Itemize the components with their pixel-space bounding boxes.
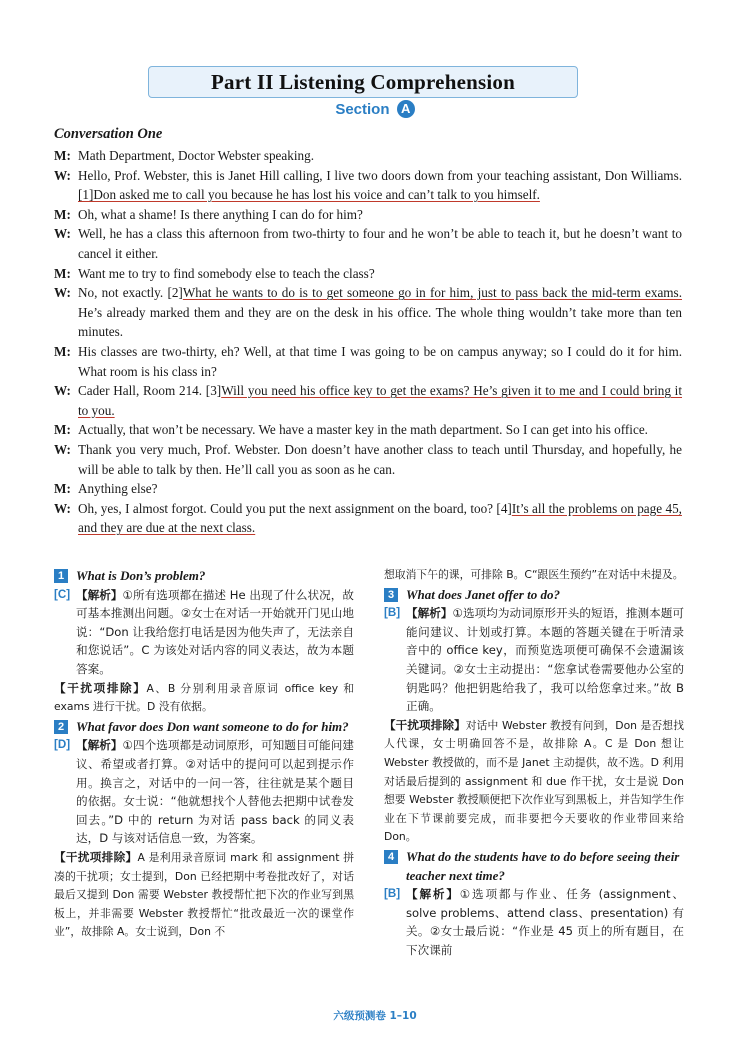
explanation-tag: 【解析】 xyxy=(76,738,123,753)
answer-clue-underlined: What he wants to do is to get someone go in for him, just to pass back the mid-term exams. xyxy=(182,285,682,301)
page-footer: 六级预测卷 1–10 xyxy=(333,1010,417,1022)
question-text: What do the students have to do before seeing their teacher next time? xyxy=(406,848,680,883)
question xyxy=(384,586,684,605)
utterance-text: Actually, that won’t be necessary. We have a master key in the math department. So I can get into his office. xyxy=(78,422,648,438)
distractor-tag: 【干扰项排除】 xyxy=(384,717,466,732)
section-heading xyxy=(0,100,750,118)
utterance-text: Want me to try to find somebody else to teach the class? xyxy=(78,265,375,281)
answer-key: [D] xyxy=(54,738,71,752)
explanation-tag: 【解析】 xyxy=(406,606,453,621)
speaker-label: W: xyxy=(54,226,71,242)
dialogue-line xyxy=(54,479,682,499)
dialogue-line xyxy=(54,381,682,420)
question-number-badge: 1 xyxy=(54,569,68,583)
dialogue-line xyxy=(54,205,682,225)
explanation-text: ①选项均为动词原形开头的短语，推测本题可能问建议、计划或打算。本题的答题关键在于听清录音中的 office key，而预览选项便可确保不会遗漏该关键词。②女士主动提出：“您拿试卷需要他办公室的钥匙吗？他把钥匙给我了，我可以给您拿过来。”故 B 正确。 xyxy=(406,606,684,714)
utterance-text: Math Department, Doctor Webster speaking. xyxy=(78,148,315,163)
explanation-text: ①选项都与作业、任务 (assignment、solve problems、attend class、presentation) 有关。②女士最后说：“作业是 45 页上的所有题目，在下次课前 xyxy=(406,887,684,957)
speaker-label: M: xyxy=(54,422,71,438)
question xyxy=(54,718,354,737)
speaker-label: W: xyxy=(54,383,71,399)
answer-column-right xyxy=(384,566,684,959)
conversation-title: Conversation One xyxy=(54,126,163,142)
dialogue-line xyxy=(54,420,682,440)
utterance xyxy=(78,420,682,440)
speaker-label: M: xyxy=(54,206,71,222)
answer-key: [C] xyxy=(54,587,71,601)
speaker-label: W: xyxy=(54,500,71,516)
speaker-label: W: xyxy=(54,167,71,183)
speaker-label: M: xyxy=(54,481,71,497)
distractor-text: A 是利用录音原词 mark 和 assignment 拼凑的干扰项；女士提到，Don 已经把期中考卷批改好了，对话最后又提到 Don 需要 Webster 教授帮忙把下次的作业写到黑板上，并非需要 Webster 教授帮忙“批改最近一次的课堂作业”，故排除 A。女士说到，Don 不 xyxy=(54,850,354,939)
question-text: What favor does Don want someone to do for him? xyxy=(76,718,349,734)
distractor-analysis xyxy=(384,566,684,585)
answer-explanation xyxy=(54,736,354,848)
utterance xyxy=(78,264,682,284)
distractor-tag: 【干扰项排除】 xyxy=(54,680,147,695)
utterance xyxy=(78,381,682,420)
dialogue-line xyxy=(54,499,682,538)
utterance-text: Thank you very much, Prof. Webster. Don doesn’t have another class to teach until Thursday, and hopefully, he will be able to talk by then. He’ll call you as soon as he can. xyxy=(78,441,682,477)
utterance-text: Oh, yes, I almost forgot. Could you put the next assignment on the board, too? [4] xyxy=(78,500,512,516)
distractor-tag: 【干扰项排除】 xyxy=(54,849,138,864)
utterance-text: Cader Hall, Room 214. [3] xyxy=(78,383,222,399)
answer-clue-underlined: Will you need his office key to get the exams? He’s given it to me and I could bring it to you. xyxy=(78,383,683,418)
answer-clue-underlined: It’s all the problems on page 45, and they are due at the next class. xyxy=(78,500,682,536)
part-title-box xyxy=(148,66,578,98)
distractor-text: A、B 分别利用录音原词 office key 和 exams 进行干扰。D 没有依据。 xyxy=(54,681,354,714)
question-number-badge: 2 xyxy=(54,720,68,734)
speaker-label: W: xyxy=(54,285,71,301)
utterance xyxy=(78,205,682,225)
explanation-body xyxy=(76,586,354,679)
question-text: What is Don’s problem? xyxy=(76,568,206,583)
utterance-text: Hello, Prof. Webster, this is Janet Hill calling, I live two doors down from your teaching assistant, Don Williams. xyxy=(78,167,682,183)
speaker-label: W: xyxy=(54,441,71,457)
utterance xyxy=(78,479,682,499)
answer-clue-underlined: [1]Don asked me to call you because he has lost his voice and can’t talk to you himself. xyxy=(78,187,540,203)
utterance-text: Oh, what a shame! Is there anything I can do for him? xyxy=(78,206,363,222)
dialogue-line xyxy=(54,166,682,205)
utterance xyxy=(78,166,682,205)
question-number-badge: 3 xyxy=(384,588,398,602)
utterance xyxy=(78,499,682,538)
distractor-analysis xyxy=(54,848,354,942)
dialogue-line xyxy=(54,342,682,381)
question xyxy=(384,848,684,885)
answer-key: [B] xyxy=(384,887,401,901)
speaker-label: M: xyxy=(54,265,71,281)
dialogue-line xyxy=(54,264,682,284)
part-title: Part II Listening Comprehension xyxy=(211,69,515,94)
dialogue-line xyxy=(54,440,682,479)
speaker-label: M: xyxy=(54,148,71,163)
answer-explanation xyxy=(384,604,684,716)
dialogue-line xyxy=(54,283,682,342)
utterance-text: Well, he has a class this afternoon from two-thirty to four and he won’t be able to teach it, but he doesn’t want to cancel it either. xyxy=(78,226,682,261)
utterance-text: Anything else? xyxy=(78,481,158,497)
answer-column-left xyxy=(54,566,354,942)
speaker-label: M: xyxy=(54,343,71,359)
utterance xyxy=(78,283,682,342)
question-number-badge: 4 xyxy=(384,850,398,864)
dialogue-line xyxy=(54,146,682,166)
explanation-body xyxy=(76,736,354,848)
question-text: What does Janet offer to do? xyxy=(406,586,560,602)
section-label: Section xyxy=(335,101,390,118)
explanation-tag: 【解析】 xyxy=(406,887,460,902)
utterance xyxy=(78,342,682,381)
question xyxy=(54,567,354,586)
distractor-text: 对话中 Webster 教授有问到，Don 是否想找人代课，女士明确回答不是，故排除 A。C 是 Don 想让 Webster 教授做的，而不是 Janet 主动提供，故不选。D 利用对话最后提到的 assignment 和 due 作干扰，女士是说 Don 想要 Webster 教授顺便把下次作业写到黑板上，并告知学生作业在下节课前要完成，而非要把今天要收的作业带回来给 Don。 xyxy=(384,718,684,844)
explanation-text: ①四个选项都是动词原形，可知题目可能问建议、希望或者打算。②对话中的提问可以起到提示作用。换言之，对话中的一问一答，往往就是某个题目的依据。女士说：“他就想找个人替他去把期中试卷发回去。”D 中的 return 为对话 pass back 的同义表达，D 与该对话信息一致，为答案。 xyxy=(76,738,354,846)
utterance xyxy=(78,440,682,479)
utterance-text: No, not exactly. [2] xyxy=(78,285,183,301)
answer-explanation xyxy=(54,586,354,679)
distractor-text: 想取消下午的课，可排除 B。C“跟医生预约”在对话中未提及。 xyxy=(384,568,684,581)
answer-explanation xyxy=(384,885,684,959)
conversation-transcript xyxy=(54,146,682,538)
utterance xyxy=(78,224,682,263)
answer-key: [B] xyxy=(384,606,401,620)
dialogue-line xyxy=(54,224,682,263)
distractor-analysis xyxy=(384,716,684,847)
utterance-text: His classes are two-thirty, eh? Well, at that time I was going to be on campus anyway; so I could do it for him. What room is his class in? xyxy=(78,343,682,379)
utterance xyxy=(78,146,682,166)
utterance-text: He’s already marked them and they are on the desk in his office. The whole thing wouldn’t take more than ten minutes. xyxy=(78,304,682,340)
explanation-text: ①所有选项都在描述 He 出现了什么状况，故可基本推测出问题。②女士在对话一开始就开门见山地说：“Don 让我给您打电话是因为他失声了，无法亲自和您说话”。C 为该处对话内容的同义表达，故为本题答案。 xyxy=(76,587,354,676)
explanation-tag: 【解析】 xyxy=(76,587,123,602)
explanation-body xyxy=(406,885,684,959)
section-letter-badge: A xyxy=(397,100,415,118)
distractor-analysis xyxy=(54,679,354,717)
explanation-body xyxy=(406,604,684,716)
